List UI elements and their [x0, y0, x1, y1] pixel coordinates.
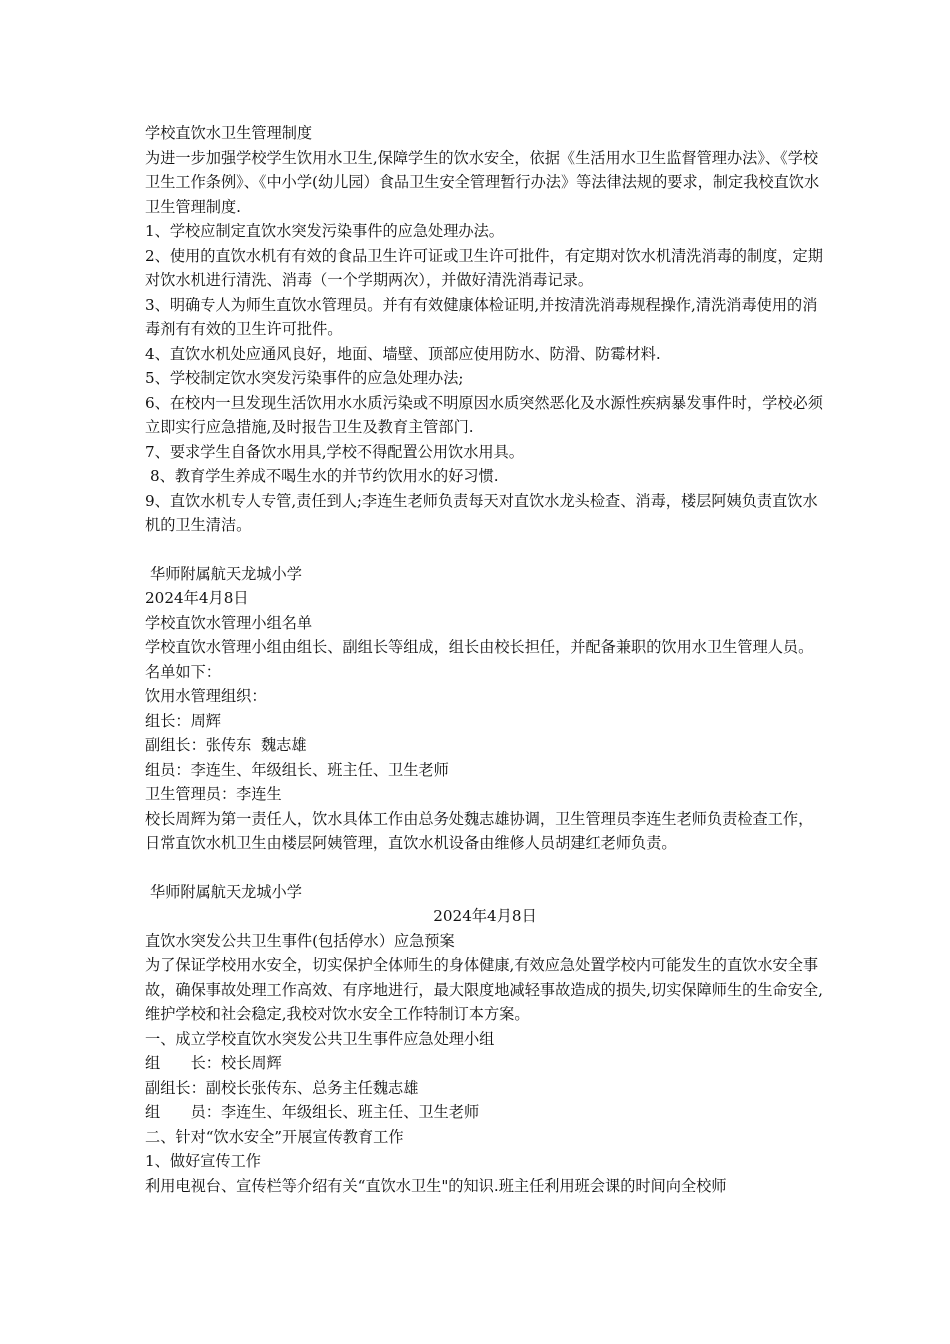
- section-1-date: 2024年4月8日: [145, 589, 249, 607]
- spacer: [145, 538, 825, 562]
- section-3-heading-2: 二、针对“饮水安全”开展宣传教育工作: [145, 1127, 404, 1146]
- section-3-leader: 组 长：校长周辉: [145, 1054, 282, 1072]
- rule-item-8: 8、教育学生养成不喝生水的并节约饮用水的好习惯.: [150, 467, 499, 485]
- section-2-members: 组员：李连生、年级组长、班主任、卫生老师: [145, 760, 449, 779]
- rule-item-1: 1、学校应制定直饮水突发污染事件的应急处理办法。: [145, 222, 504, 240]
- section-3-subheading-1: 1、做好宣传工作: [145, 1152, 261, 1170]
- rule-item-9: 9、直饮水机专人专管,责任到人;李连生老师负责每天对直饮水龙头检查、消毒，楼层阿姨负责直饮水机的卫生清洁。: [145, 491, 818, 534]
- rule-item-2: 2、使用的直饮水机有有效的食品卫生许可证或卫生许可批件，有定期对饮水机清洗消毒的制度，定期对饮水机进行清洗、消毒（一个学期两次），并做好清洗消毒记录。: [145, 246, 823, 289]
- section-2-leader: 组长：周辉: [145, 711, 221, 730]
- section-1-intro: 为进一步加强学校学生饮用水卫生,保障学生的饮水安全，依据《生活用水卫生监督管理办法》、《学校卫生工作条例》、《中小学(幼儿园）食品卫生安全管理暂行办法》等法律法规的要求，制定我校直饮水卫生管理制度.: [145, 148, 820, 216]
- section-2-deputy: 副组长：张传东 魏志雄: [145, 736, 307, 754]
- section-3-deputy: 副组长：副校长张传东、总务主任魏志雄: [145, 1078, 419, 1097]
- rule-item-7: 7、要求学生自备饮水用具,学校不得配置公用饮水用具。: [145, 442, 524, 461]
- rule-item-6: 6、在校内一旦发现生活饮用水水质污染或不明原因水质突然恶化及水源性疾病暴发事件时，学校必须立即实行应急措施,及时报告卫生及教育主管部门.: [145, 393, 823, 436]
- section-2-org: 饮用水管理组织：: [145, 687, 267, 705]
- section-2-duty: 校长周辉为第一责任人，饮水具体工作由总务处魏志雄协调，卫生管理员李连生老师负责检查工作，日常直饮水机卫生由楼层阿姨管理，直饮水机设备由维修人员胡建红老师负责。: [145, 809, 814, 852]
- section-3-intro: 为了保证学校用水安全，切实保护全体师生的身体健康,有效应急处置学校内可能发生的直饮水安全事故，确保事故处理工作高效、有序地进行，最大限度地减轻事故造成的损失,切实保障师生的生命安全,维护学校和社会稳定,我校对饮水安全工作特制订本方案。: [145, 956, 823, 1023]
- section-1-title: 学校直饮水卫生管理制度: [145, 124, 313, 142]
- section-1-school: 华师附属航天龙城小学: [150, 564, 302, 583]
- section-2-intro: 学校直饮水管理小组由组长、副组长等组成，组长由校长担任，并配备兼职的饮用水卫生管理人员。名单如下：: [145, 638, 814, 681]
- section-2-school: 华师附属航天龙城小学: [150, 882, 302, 901]
- section-3-heading-1: 一、成立学校直饮水突发公共卫生事件应急处理小组: [145, 1029, 495, 1048]
- rule-item-5: 5、学校制定饮水突发污染事件的应急处理办法;: [145, 369, 464, 387]
- spacer: [145, 856, 825, 880]
- section-3-title: 直饮水突发公共卫生事件(包括停水）应急预案: [145, 931, 455, 950]
- section-2-title: 学校直饮水管理小组名单: [145, 613, 313, 632]
- section-2-manager: 卫生管理员：李连生: [145, 785, 282, 803]
- section-2-date: 2024年4月8日: [433, 907, 537, 925]
- section-3-members: 组 员：李连生、年级组长、班主任、卫生老师: [145, 1103, 480, 1121]
- rule-item-4: 4、直饮水机处应通风良好，地面、墙壁、顶部应使用防水、防滑、防霉材料.: [145, 344, 661, 363]
- rule-item-3: 3、明确专人为师生直饮水管理员。并有有效健康体检证明,并按清洗消毒规程操作,清洗消毒使用的消毒剂有有效的卫生许可批件。: [145, 295, 818, 338]
- document-page: [145, 121, 825, 1198]
- section-3-text-1: 利用电视台、宣传栏等介绍有关“直饮水卫生"的知识.班主任利用班会课的时间向全校师: [145, 1176, 727, 1195]
